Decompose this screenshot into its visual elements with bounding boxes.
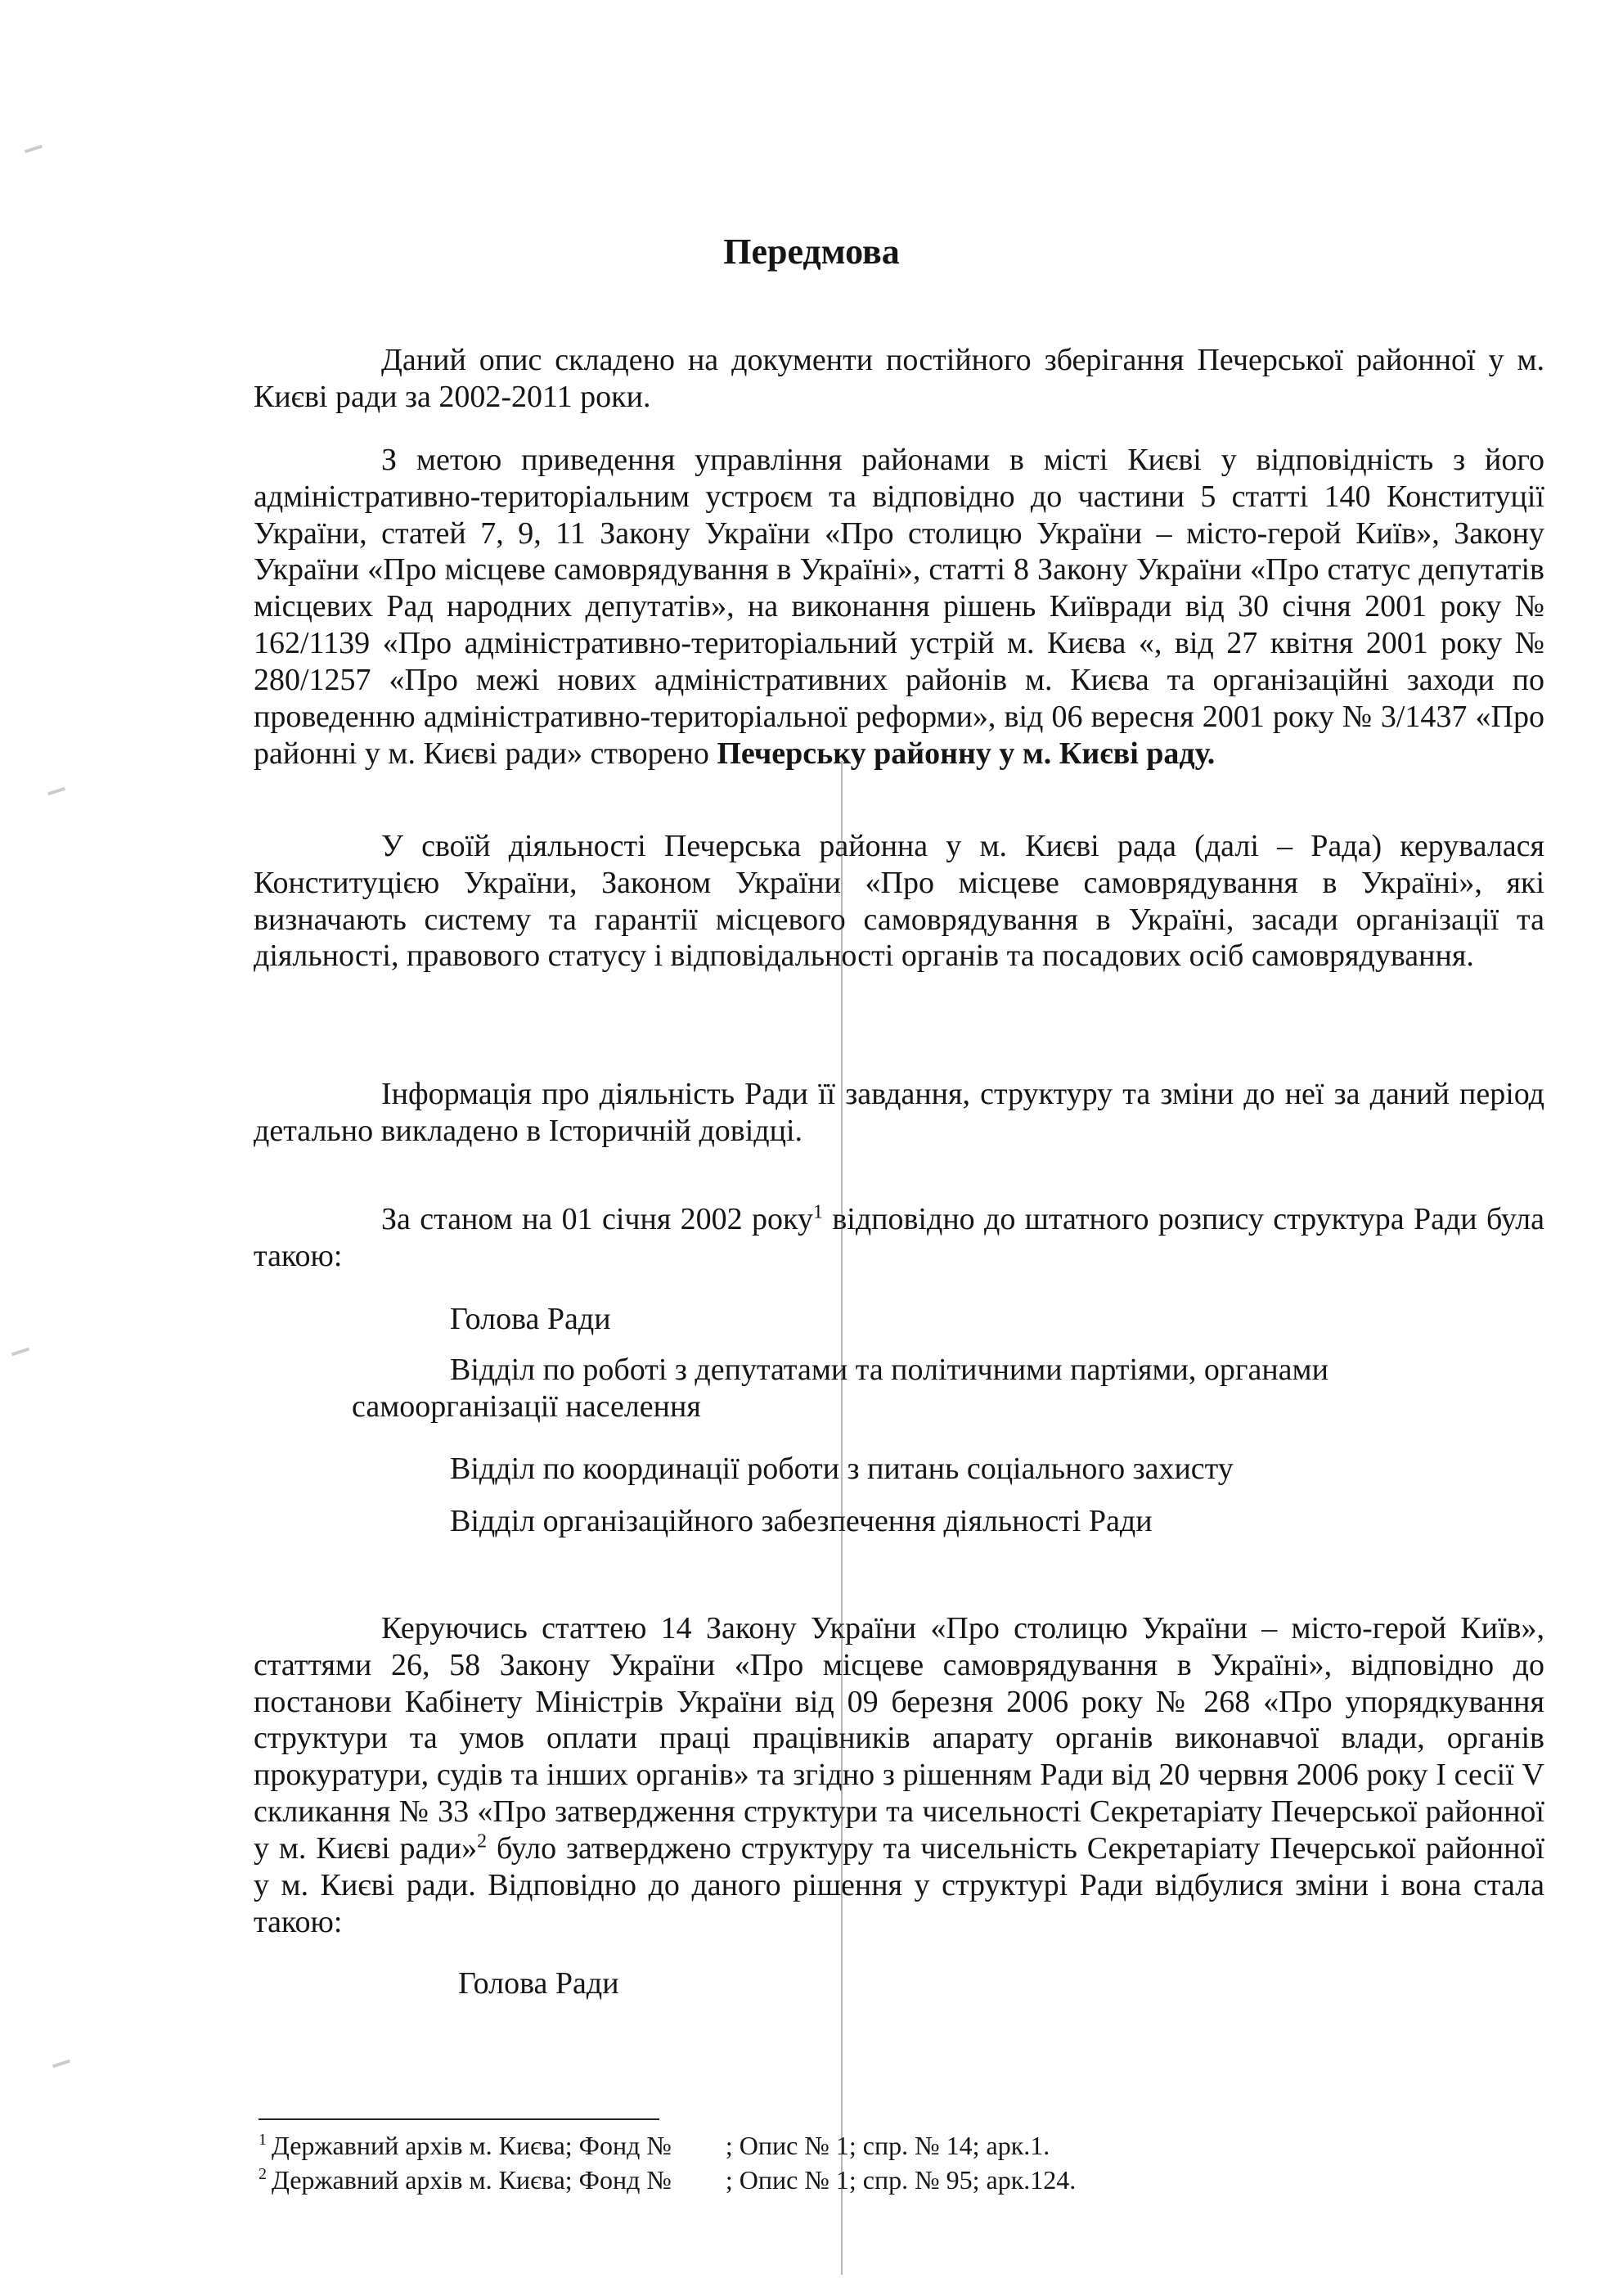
paragraph-legal-basis: У своїй діяльності Печерська районна у м. Києві рада (далі – Рада) керувалася Конституцією України, Законом України «Про місцеве самоврядування в Україні», які визначають систему та гарантії місцевого самоврядування в Україні, засади організації та діяльності, правового статусу і відповідальності органів та посадових осіб самоврядування. — [254, 829, 1544, 974]
deputies-dept-line2: самоорганізації населення — [352, 1389, 701, 1424]
footnote-1-archive: Державний архів м. Києва; Фонд № — [272, 2131, 672, 2160]
footnote-1 — [259, 2131, 1240, 2162]
scan-speck — [52, 2060, 70, 2069]
deputies-dept-line1: Відділ по роботі з депутатами та політичними партіями, органами — [450, 1353, 1329, 1387]
structure-item-social-dept: Відділ по координації роботи з питань соціального захисту — [450, 1452, 1234, 1486]
scan-fold-line — [841, 761, 843, 2275]
structure-item-organizational-dept: Відділ організаційного забезпечення діяльності Ради — [450, 1504, 1153, 1538]
paragraph-establishment — [254, 442, 1544, 772]
footnote-1-details: ; Опис № 1; спр. № 14; арк.1. — [725, 2131, 1050, 2160]
footnote-2-archive: Державний архів м. Києва; Фонд № — [272, 2165, 672, 2195]
scan-speck — [25, 145, 43, 154]
structure-2006-lead: Керуючись статтею 14 Закону України «Про столицю України – місто-герой Київ», статтями 26, 58 Закону України «Про місцеве самоврядування в Україні», відповідно до постанови Кабінету Міністрів України від 09 березня 2006 року № 268 «Про упорядкування структури та умов оплати праці працівників апарату органів виконавчої влади, органів прокуратури, судів та інших органів» та згідно з рішенням Ради від 20 червня 2006 року І сесії V скликання № 33 «Про затвердження структури та чисельності Секретаріату Печерської районної у м. Києві ради» — [254, 1611, 1544, 1866]
structure-2002-lead: За станом на 01 січня 2002 року — [381, 1202, 813, 1236]
paragraph-structure-2002 — [254, 1201, 1544, 1275]
footnote-2 — [259, 2165, 1240, 2196]
footnote-1-mark: 1 — [259, 2131, 267, 2150]
footnote-divider — [259, 2118, 659, 2120]
paragraph-establishment-text: З метою приведення управління районами в місті Києві у відповідність з його адміністративно-територіальним устроєм та відповідно до частини 5 статті 140 Конституції України, статей 7, 9, 11 Закону України «Про столицю України – місто-герой Київ», Закону України «Про місцеве самоврядування в Україні», статті 8 Закону України «Про статус депутатів місцевих Рад народних депутатів», на виконання рішень Київради від 30 січня 2001 року № 162/1139 «Про адміністративно-територіальний устрій м. Києва «, від 27 квітня 2001 року № 280/1257 «Про межі нових адміністративних районів м. Києва та організаційні заходи по проведенню адміністративно-територіальної реформи», від 06 вересня 2001 року № 3/1437 «Про районні у м. Києві ради» створено — [254, 443, 1544, 771]
paragraph-history-reference: Інформація про діяльність Ради її завдання, структуру та зміни до неї за даний період детально викладено в Історичній довідці. — [254, 1077, 1544, 1148]
structure-2006-item-head: Голова Ради — [458, 1966, 619, 2001]
structure-item-head: Голова Ради — [450, 1302, 611, 1336]
footnote-2-details: ; Опис № 1; спр. № 95; арк.124. — [725, 2165, 1077, 2195]
structure-2002-tail: відповідно до штатного розпису структура Ради була такою: — [254, 1202, 1545, 1273]
scan-speck — [47, 787, 65, 796]
council-name-bold: Печерську районну у м. Києві раду. — [717, 736, 1216, 771]
paragraph-intro: Даний опис складено на документи постійного зберігання Печерської районної у м. Києві ради за 2002-2011 роки. — [254, 343, 1544, 414]
scan-speck — [11, 1348, 29, 1357]
structure-2006-tail: було затверджено структуру та чисельність Секретаріату Печерської районної у м. Києві ради. Відповідно до даного рішення у структурі Ради відбулися зміни і вона стала такою: — [254, 1830, 1545, 1939]
structure-item-deputies-dept — [352, 1352, 1546, 1425]
footnote-ref-2: 2 — [477, 1830, 488, 1853]
footnote-ref-1: 1 — [812, 1201, 823, 1223]
page-title: Передмова — [723, 232, 900, 272]
paragraph-structure-2006 — [254, 1610, 1544, 1940]
footnote-2-mark: 2 — [259, 2165, 267, 2184]
